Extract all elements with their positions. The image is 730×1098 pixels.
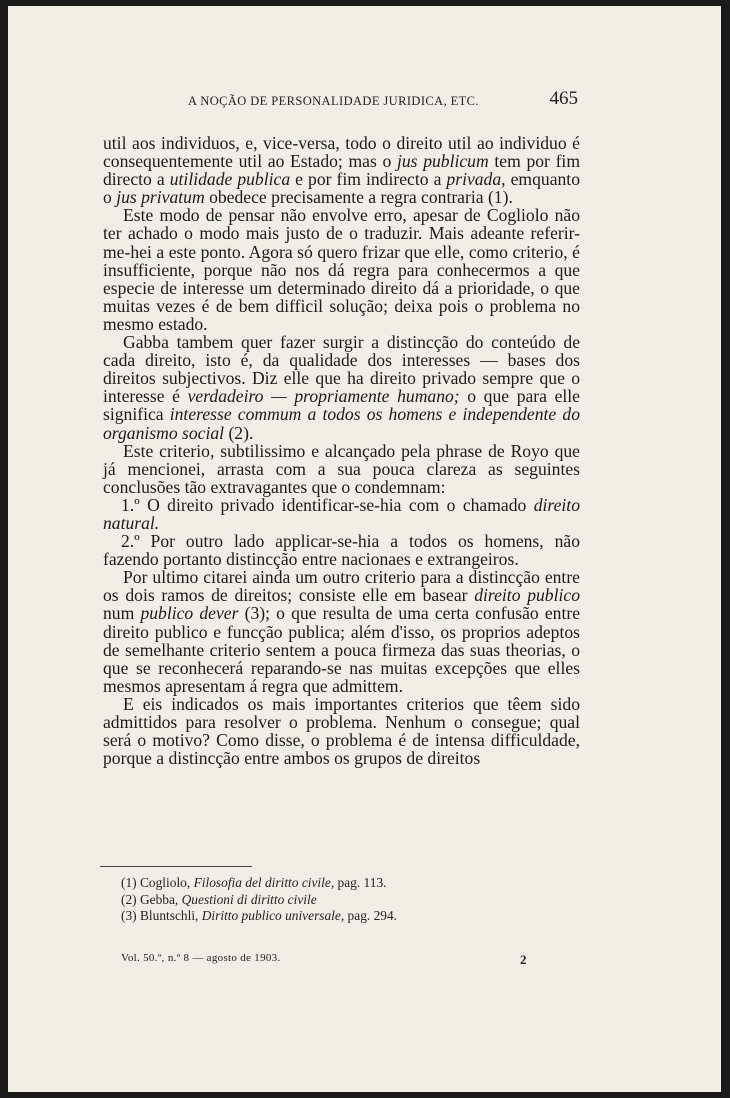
paragraph-1: util aos individuos, e, vice-versa, todo o direito util ao individuo é consequentemente util ao Estado; mas o jus publicum tem por fim directo a utilidade publica e por fim indirecto a privada, emquanto o jus privatum obedece precisamente a regra contraria (1).	[103, 133, 581, 208]
paragraph-8: E eis indicados os mais importantes criterios que têem sido admittidos para resolver o problema. Nenhum o consegue; qual será o motivo? Como disse, o problema é de intensa difficuldade, porque a distincção entre ambos os grupos de direitos	[103, 693, 580, 769]
conclusion-2: 2.º Por outro lado applicar-se-hia a todos os homens, não fazendo portanto distincção entre nacionaes e extrangeiros.	[103, 531, 580, 570]
paragraph-4: Este criterio, subtilissimo e alcançado pela phrase de Royo que já mencionei, arrasta com a sua pouca clareza as seguintes conclusões tão extravagantes que o condemnam:	[103, 440, 580, 497]
page-number: 465	[549, 88, 578, 109]
running-header	[188, 88, 578, 109]
issue-label: n.º 8 — agosto de 1903.	[167, 952, 281, 964]
signature-mark: 2	[520, 952, 527, 967]
paragraph-2: Este modo de pensar não envolve erro, apesar de Cogliolo não ter achado o modo mais justo de o traduzir. Mais adeante referir-me-hei a este ponto. Agora só quero frizar que elle, como criterio, é insufficiente, porque não nos dá regra para conhecermos a que especie de interesse um determinado direito dá a prioridade, o que muitas vezes é de bem difficil solução; deixa pois o problema no mesmo estado.	[103, 205, 580, 334]
running-title: A NOÇÃO DE PERSONALIDADE JURIDICA, ETC.	[188, 94, 479, 108]
footnotes	[121, 875, 541, 925]
footnote-1: (1) Cogliolo, Filosofia del diritto civile, pag. 113.	[121, 875, 387, 890]
paragraph-3: Gabba tambem quer fazer surgir a distincção do conteúdo de cada direito, isto é, da qualidade dos interesses — bases dos direitos subjectivos. Diz elle que ha direito privado sempre que o interesse é verdadeiro — propriamente humano; o que para elle significa interesse commum a todos os homens e independente do organismo social (2).	[103, 332, 580, 443]
volume-label: Vol. 50.º,	[121, 952, 165, 964]
footnote-3: (3) Bluntschli, Diritto publico universale, pag. 294.	[121, 908, 398, 923]
body-text	[103, 134, 580, 767]
conclusion-1: 1.º O direito privado identificar-se-hia com o chamado direito natural.	[103, 494, 580, 533]
paragraph-7: Por ultimo citarei ainda um outro criterio para a distincção entre os dois ramos de direitos; consiste elle em basear direito publico num publico dever (3); o que resulta de uma certa confusão entre direito publico e funcção publica; além d'isso, os proprios adeptos de semelhante criterio sentem a pouca firmeza das suas theorias, o que se reconhecerá reparando-se nas muitas excepções que elles mesmos apresentam á regra que admittem.	[103, 567, 581, 696]
footnote-rule	[100, 866, 252, 867]
document-page	[8, 6, 721, 1092]
footnote-2: (2) Gebba, Questioni di diritto civile	[121, 891, 317, 907]
issue-footer	[121, 949, 541, 965]
